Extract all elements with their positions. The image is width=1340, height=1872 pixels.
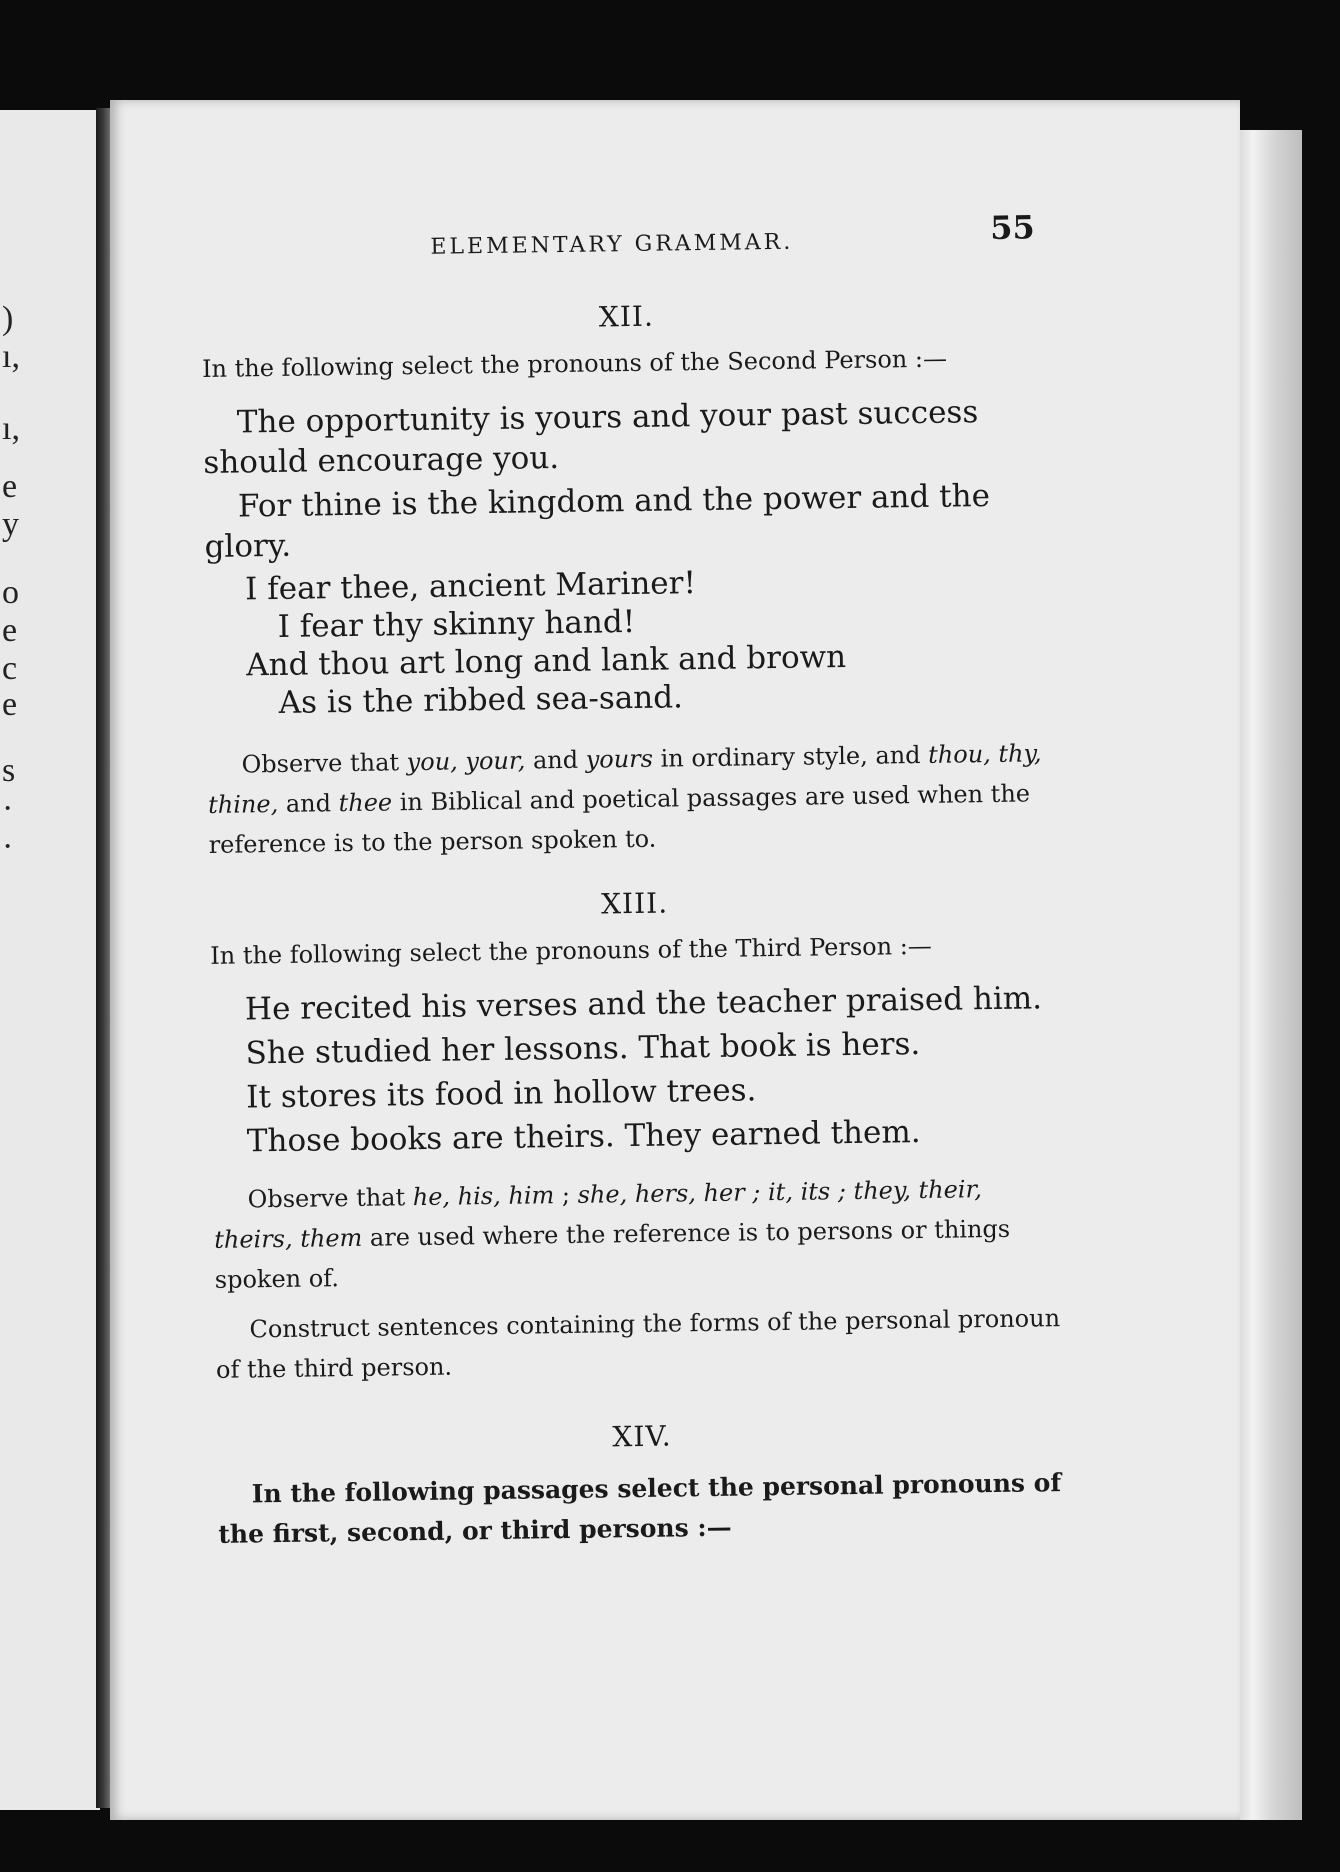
observe-text: and bbox=[278, 789, 339, 818]
observe-note bbox=[213, 1168, 1065, 1300]
example-sentence: She studied her lessons. That book is hers. bbox=[245, 1026, 921, 1072]
construct-note: Construct sentences containing the forms of the personal pronoun of the third person. bbox=[215, 1304, 1061, 1384]
observe-text: Observe that bbox=[247, 1183, 413, 1214]
poem-line: And thou art long and lank and brown bbox=[245, 639, 847, 684]
running-head bbox=[200, 208, 1051, 280]
section-xii bbox=[201, 294, 1059, 865]
example-paragraph: For thine is the kingdom and the power and the glory. bbox=[204, 477, 991, 565]
example-paragraph: The opportunity is yours and your past success should encourage you. bbox=[203, 394, 979, 481]
left-fragment: ) bbox=[2, 300, 14, 337]
page-number: 55 bbox=[989, 208, 1035, 247]
left-fragment: c bbox=[2, 650, 18, 687]
left-fragment: e bbox=[2, 612, 18, 649]
observe-italic: she, hers, her ; it, its ; they, their, theirs, them bbox=[214, 1175, 983, 1254]
section-xiii bbox=[209, 881, 1066, 1390]
page-text bbox=[200, 208, 1069, 1555]
observe-italic: yours bbox=[585, 744, 654, 774]
observe-text: are used where the reference is to persons or things spoken of. bbox=[214, 1214, 1011, 1294]
poem-line: I fear thy skinny hand! bbox=[277, 603, 636, 645]
left-fragment: ı, bbox=[2, 338, 20, 375]
observe-text: ; bbox=[554, 1180, 578, 1210]
left-page bbox=[0, 110, 100, 1810]
section-numeral: XIV. bbox=[612, 1419, 672, 1454]
left-fragment: o bbox=[2, 574, 19, 611]
observe-italic: you, your, bbox=[406, 746, 526, 777]
observe-italic: thee bbox=[338, 788, 393, 818]
poem-stanza bbox=[245, 559, 1057, 722]
section-numeral: XII. bbox=[598, 299, 655, 334]
left-fragment: e bbox=[2, 686, 18, 723]
left-fragment: e bbox=[2, 468, 18, 505]
page-edge bbox=[1232, 130, 1302, 1820]
left-page-fragments bbox=[0, 110, 100, 1810]
example-sentence: It stores its food in hollow trees. bbox=[246, 1072, 757, 1116]
observe-italic: thou, thy, thine, bbox=[207, 739, 1042, 819]
observe-text: in ordinary style, and bbox=[652, 740, 929, 773]
section-numeral: XIII. bbox=[600, 886, 669, 921]
poem-line: I fear thee, ancient Mariner! bbox=[244, 565, 697, 608]
observe-text: and bbox=[525, 745, 586, 775]
section-xiv bbox=[217, 1414, 1069, 1555]
section-instruction: In the following select the pronouns of the Third Person :— bbox=[210, 931, 932, 970]
left-fragment: · bbox=[2, 790, 14, 827]
example-sentence: He recited his verses and the teacher praised him. bbox=[244, 980, 1043, 1028]
section-instruction: In the following select the pronouns of the Second Person :— bbox=[201, 344, 948, 383]
left-fragment: ı, bbox=[2, 410, 20, 447]
observe-text: Observe that bbox=[241, 748, 407, 779]
observe-italic: he, his, him bbox=[412, 1181, 555, 1212]
running-title: ELEMENTARY GRAMMAR. bbox=[430, 229, 794, 260]
left-fragment: s bbox=[2, 752, 16, 789]
observe-text: in Biblical and poetical passages are used when the reference is to the person spoken to. bbox=[208, 779, 1031, 859]
section-instruction: In the following passages select the personal pronouns of the first, second, or third persons :— bbox=[218, 1468, 1062, 1549]
left-fragment: y bbox=[2, 506, 19, 543]
poem-line: As is the ribbed sea-sand. bbox=[278, 679, 684, 721]
observe-note bbox=[207, 733, 1059, 865]
example-sentence: Those books are theirs. They earned them. bbox=[246, 1114, 921, 1160]
left-fragment: · bbox=[2, 828, 14, 865]
